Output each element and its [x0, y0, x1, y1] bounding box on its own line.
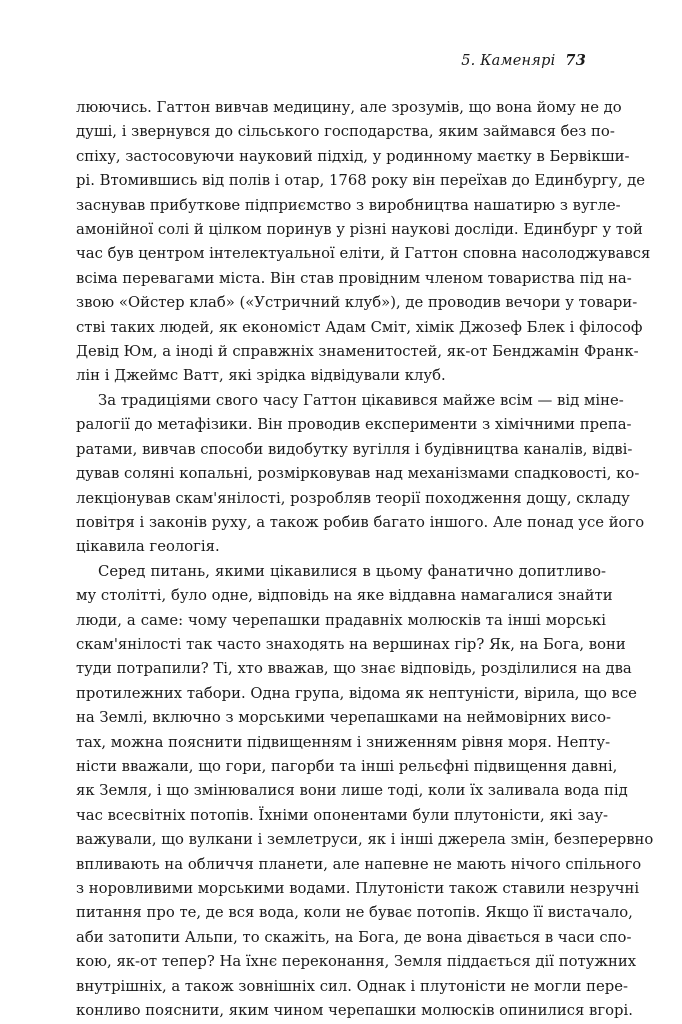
text-line: му столітті, було одне, відповідь на яке віддавна намагалися знайти [76, 587, 613, 605]
text-line: ратами, вивчав способи видобутку вугілля і будівництва каналів, відві- [76, 440, 633, 458]
text-line: повітря і законів руху, а також робив багато іншого. Але понад усе його [76, 513, 645, 531]
body-text [76, 96, 654, 1023]
paragraph [76, 389, 645, 560]
paragraph [76, 560, 654, 1024]
text-line: час був центром інтелектуальної еліти, й Гаттон сповна насолоджувався [76, 245, 651, 263]
text-line: заснував прибуткове підприємство з виробництва нашатирю з вугле- [76, 196, 621, 214]
running-header [461, 52, 586, 69]
text-line: конливо пояснити, яким чином черепашки молюсків опинилися вгорі. [76, 1002, 633, 1020]
text-line: тах, можна пояснити підвищенням і зниженням рівня моря. Непту- [76, 733, 611, 751]
paragraph [76, 96, 651, 389]
text-line: скам'янілості так часто знаходять на вершинах гір? Як, на Бога, вони [76, 635, 626, 653]
page-number: 73 [565, 52, 586, 69]
text-line: амонійної солі й цілком поринув у різні наукові досліди. Единбург у той [76, 221, 643, 239]
text-line: на Землі, включно з морськими черепашками на неймовірних висо- [76, 709, 612, 727]
text-line: рі. Втомившись від полів і отар, 1768 року він переїхав до Единбургу, де [76, 172, 645, 190]
text-line: внутрішніх, а також зовнішніх сил. Однак і плутоністи не могли пере- [76, 977, 628, 995]
text-line: кою, як-от тепер? На їхнє переконання, Земля піддається дії потужних [76, 953, 637, 971]
text-line: впливають на обличчя планети, але напевне не мають нічого спільного [76, 855, 642, 873]
text-line: час всесвітніх потопів. Їхніми опонентами були плутоністи, які зау- [76, 806, 609, 824]
text-line: звою «Ойстер клаб» («Устричний клуб»), де проводив вечори у товари- [76, 294, 638, 312]
text-line: питання про те, де вся вода, коли не буває потопів. Якщо її вистачало, [76, 904, 633, 922]
text-line: люди, а саме: чому черепашки прадавніх молюсків та інші морські [76, 611, 606, 629]
text-line: з норовливими морськими водами. Плутоністи також ставили незручні [76, 880, 640, 897]
text-line: спіху, застосовуючи науковий підхід, у родинному маєтку в Бервікши- [76, 147, 630, 165]
text-line: протилежних табори. Одна група, відома як нептуністи, вірила, що все [76, 684, 637, 702]
text-line: важували, що вулкани і землетруси, як і інші джерела змін, безперервно [76, 831, 654, 849]
text-line: стві таких людей, як економіст Адам Сміт, хімік Джозеф Блек і філософ [76, 318, 643, 336]
text-line: ралогії до метафізики. Він проводив експерименти з хімічними препа- [76, 416, 632, 434]
text-line: лін і Джеймс Ватт, які зрідка відвідували клуб. [76, 367, 446, 385]
text-line: За традиціями свого часу Гаттон цікавився майже всім — від міне- [98, 391, 624, 409]
chapter-title: 5. Каменярі [461, 53, 556, 69]
text-line: лекціонував скам'янілості, розробляв теорії походження дощу, складу [76, 489, 630, 507]
text-line: душі, і звернувся до сільського господарства, яким займався без по- [76, 123, 615, 141]
text-line: Серед питань, якими цікавилися в цьому фанатично допитливо- [98, 562, 606, 580]
text-line: туди потрапили? Ті, хто вважав, що знає відповідь, розділилися на два [76, 660, 632, 678]
text-line: дував соляні копальні, розмірковував над механізмами спадковості, ко- [76, 465, 640, 483]
text-line: всіма перевагами міста. Він став провідним членом товариства під на- [76, 269, 632, 287]
text-line: Девід Юм, а іноді й справжніх знаменитостей, як-от Бенджамін Франк- [76, 343, 639, 361]
text-line: аби затопити Альпи, то скажіть, на Бога, де вона дівається в часи спо- [76, 928, 632, 946]
text-line: люючись. Гаттон вивчав медицину, але зрозумів, що вона йому не до [76, 99, 622, 116]
text-line: цікавила геологія. [76, 538, 220, 556]
text-line: ністи вважали, що гори, пагорби та інші рельєфні підвищення давні, [76, 757, 618, 775]
text-line: як Земля, і що змінювалися вони лише тоді, коли їх заливала вода під [76, 782, 628, 800]
